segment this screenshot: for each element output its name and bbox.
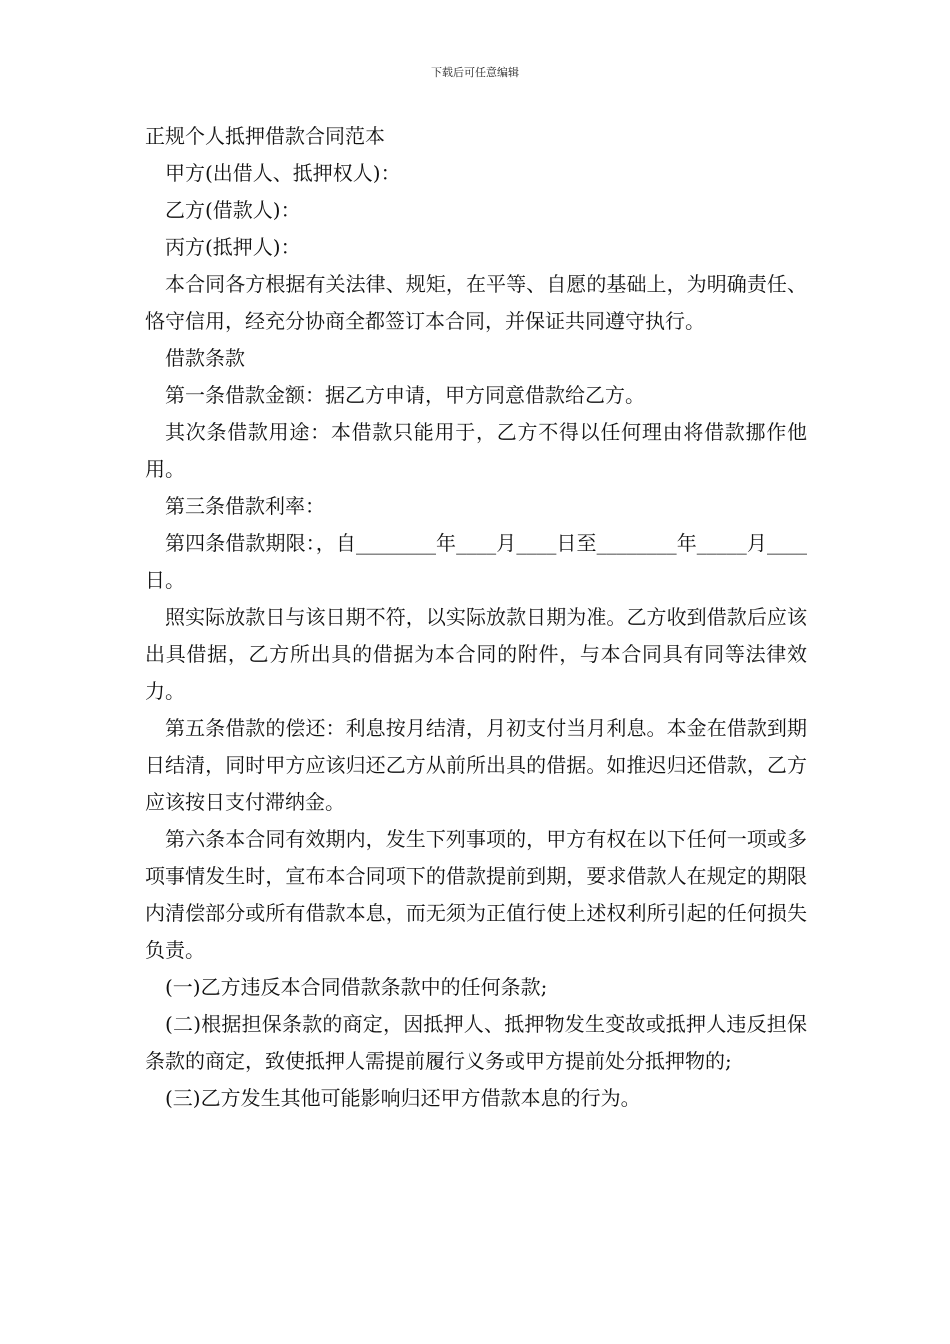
page-header-note: 下载后可任意编辑 (431, 66, 519, 79)
article-6-item-3: (三)乙方发生其他可能影响归还甲方借款本息的行为。 (165, 1086, 641, 1110)
article-4-note: 照实际放款日与该日期不符，以实际放款日期为准。乙方收到借款后应该出具借据，乙方所出具的借据为本合同的附件，与本合同具有同等法律效力。 (145, 605, 807, 703)
article-6-item-1: (一)乙方违反本合同借款条款中的任何条款; (165, 975, 548, 999)
article-1: 第一条借款金额：据乙方申请，甲方同意借款给乙方。 (165, 383, 645, 407)
article-2: 其次条借款用途：本借款只能用于，乙方不得以任何理由将借款挪作他用。 (145, 420, 807, 481)
article-5: 第五条借款的偿还：利息按月结清，月初支付当月利息。本金在借款到期日结清，同时甲方应该归还乙方从前所出具的借据。如推迟归还借款，乙方应该按日支付滞纳金。 (145, 716, 807, 814)
article-4: 第四条借款期限：，自________年____月____日至________年_____月____日。 (145, 531, 807, 592)
party-c-line: 丙方(抵押人)： (165, 235, 301, 259)
section-heading: 借款条款 (165, 346, 245, 370)
article-6-item-2: (二)根据担保条款的商定，因抵押人、抵押物发生变故或抵押人违反担保条款的商定，致使抵押人需提前履行义务或甲方提前处分抵押物的; (145, 1012, 807, 1073)
party-b-line: 乙方(借款人)： (165, 198, 301, 222)
article-6: 第六条本合同有效期内，发生下列事项的，甲方有权在以下任何一项或多项事情发生时，宣布本合同项下的借款提前到期，要求借款人在规定的期限内清偿部分或所有借款本息，而无须为正值行使上述权利所引起的任何损失负责。 (145, 827, 807, 962)
party-a-line: 甲方(出借人、抵押权人)： (165, 161, 401, 185)
preamble-paragraph: 本合同各方根据有关法律、规矩，在平等、自愿的基础上，为明确责任、恪守信用，经充分协商全都签订本合同，并保证共同遵守执行。 (145, 272, 807, 333)
document-body (145, 118, 807, 1117)
document-title: 正规个人抵押借款合同范本 (145, 124, 385, 148)
article-3: 第三条借款利率： (165, 494, 325, 518)
